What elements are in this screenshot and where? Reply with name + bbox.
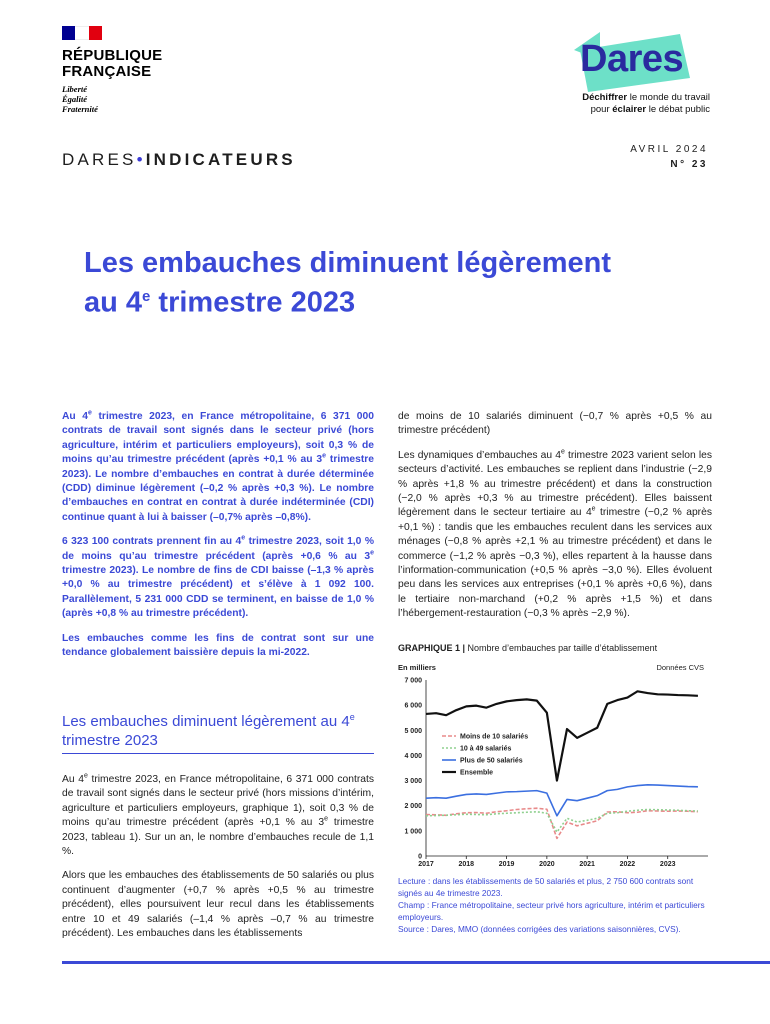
- footer-rule: [62, 961, 770, 964]
- x-tick-label: 2020: [539, 861, 555, 868]
- y-tick-label: 6 000: [404, 702, 422, 710]
- dares-wordmark: Dares: [580, 38, 684, 80]
- rf-motto-1: Liberté: [62, 84, 88, 94]
- rf-name-line1: RÉPUBLIQUE: [62, 47, 163, 64]
- summary-column: [62, 410, 374, 671]
- chart-caption: GRAPHIQUE 1 | Nombre d’embauches par taille d’établissement: [398, 643, 658, 653]
- x-tick-label: 2018: [458, 861, 475, 868]
- section-p1: Au 4e trimestre 2023, en France métropolitaine, 6 371 000 contrats de travail sont signés dans le secteur privé (hors missions d’intérim, agriculture et particuliers employeurs, graphique 1), soit 0,3 % de moins qu’au trimestre précédent (après +0,1 % au 3e trimestre 2023, tableau 1). Sur un an, le nombre d’embauches recule de 1,1 %.: [62, 772, 374, 858]
- summary-p1: Au 4e trimestre 2023, en France métropolitaine, 6 371 000 contrats de travail sont signés dans le secteur privé (hors agriculture, intérim et particuliers employeurs), soit 0,3 % de moins qu’au trimestre précédent (après +0,1 % au 3e trimestre 2023). Le nombre d’embauches en contrat à durée déterminée (CDD) diminue légèrement (–0,2 % après +0,3 %). Le nombre d’embauches en contrat en contrat à durée indéterminée (CDI) continue quant à lui à baisser (–0,7% après –0,8%).: [62, 409, 375, 523]
- y-tick-label: 5 000: [404, 727, 422, 735]
- y-tick-label: 1 000: [404, 828, 422, 836]
- section-p2: Alors que les embauches des établissements de 50 salariés ou plus continuent d’augmenter (+0,7 % après +0,5 % au trimestre précédent), elles poursuivent leur recul dans les établissements entre 10 et 49 salariés (–1,4 % après –0,7 % au trimestre précédent). Les embauches dans les établissements: [62, 870, 374, 940]
- summary-p3: Les embauches comme les fins de contrat sont sur une tendance globalement baissière depuis la mi-2022.: [62, 632, 374, 659]
- legend-label: Plus de 50 salariés: [460, 757, 523, 765]
- chart-note-right: Données CVS: [656, 663, 704, 672]
- y-tick-label: 0: [418, 853, 422, 861]
- legend-label: Ensemble: [460, 769, 494, 777]
- x-tick-label: 2023: [659, 861, 676, 868]
- issue-info: [630, 142, 708, 172]
- tagline-line1: Déchiffrer le monde du travail: [582, 92, 710, 103]
- republique-francaise-logo: [62, 26, 192, 114]
- flag-icon: [62, 26, 102, 40]
- right-column: [398, 410, 712, 632]
- hires-line-chart: [398, 660, 718, 875]
- rf-motto-3: Fraternité: [62, 104, 98, 114]
- tagline-line2: pour éclairer le débat public: [590, 104, 710, 115]
- section-body: [62, 773, 374, 951]
- page-title: Les embauches diminuent légèrement au 4e trimestre 2023: [84, 247, 611, 319]
- x-tick-label: 2021: [579, 861, 595, 868]
- section-divider: [62, 753, 374, 754]
- y-tick-label: 3 000: [404, 778, 422, 786]
- right-p1: de moins de 10 salariés diminuent (−0,7 % après +0,5 % au trimestre précédent): [398, 411, 712, 437]
- legend-label: 10 à 49 salariés: [460, 745, 512, 753]
- series-line-moins-de-10-salari-s: [426, 808, 698, 838]
- chart-note-lecture: Lecture : dans les établissements de 50 salariés et plus, 2 750 600 contrats sont signés au 4e trimestre 2023.: [398, 876, 694, 898]
- chart-notes: [398, 876, 712, 937]
- dares-logo: [560, 30, 710, 122]
- x-tick-label: 2022: [619, 861, 636, 868]
- chart-note-source: Source : Dares, MMO (données corrigées des variations saisonnières, CVS).: [398, 924, 681, 934]
- series-name: DARES•INDICATEURS: [62, 150, 296, 169]
- issue-date: AVRIL 2024: [630, 144, 708, 155]
- section-title: Les embauches diminuent légèrement au 4e trimestre 2023: [62, 712, 355, 749]
- rf-name-line2: FRANÇAISE: [62, 63, 152, 80]
- summary-p2: 6 323 100 contrats prennent fin au 4e trimestre 2023, soit 1,0 % de moins qu’au trimestre précédent (après +0,6 % au 3e trimestre 2023). Le nombre de fins de CDI baisse (–1,3 % après +0,0 % au trimestre précédent) et s’élève à 1 092 100. Parallèlement, 5 231 000 CDD se terminent, en baisse de 1,0 % (après +0,8 % au trimestre précédent).: [62, 534, 374, 620]
- x-tick-label: 2019: [498, 861, 515, 868]
- rf-motto-2: Égalité: [62, 94, 88, 104]
- chart-ylabel: En milliers: [398, 663, 436, 672]
- chart-note-champ: Champ : France métropolitaine, secteur privé hors agriculture, intérim et particuliers employeurs.: [398, 900, 705, 922]
- y-tick-label: 4 000: [404, 752, 422, 760]
- y-tick-label: 7 000: [404, 677, 422, 685]
- y-tick-label: 2 000: [404, 803, 422, 811]
- x-tick-label: 2017: [418, 861, 434, 868]
- legend-label: Moins de 10 salariés: [460, 733, 529, 741]
- issue-number: N° 23: [670, 159, 708, 170]
- right-p2: Les dynamiques d’embauches au 4e trimestre 2023 varient selon les secteurs d’activité. Les embauches se replient dans l’industrie (−2,9 % après +1,8 % au trimestre précédent) et dans la construction (−2,0 % après +0,3 % au trimestre précédent). Elles baissent légèrement dans le secteur tertiaire au 4e trimestre (−0,2 % après +0,1 %) : tandis que les embauches reculent dans les services aux ménages (−0,8 % après +2,1 % au trimestre précédent) et dans le commerce (−1,2 % après −0,3 %), elles repartent à la hausse dans l’information-communication (+0,5 % après −3,0 %). Elles évoluent peu dans les services aux entreprises (+0,1 % après +0,6 %), dans le tertiaire non-marchand (+0,2 % après +1,5 %) et dans l’hébergement-restauration (−0,3 % après −2,9 %).: [398, 448, 712, 620]
